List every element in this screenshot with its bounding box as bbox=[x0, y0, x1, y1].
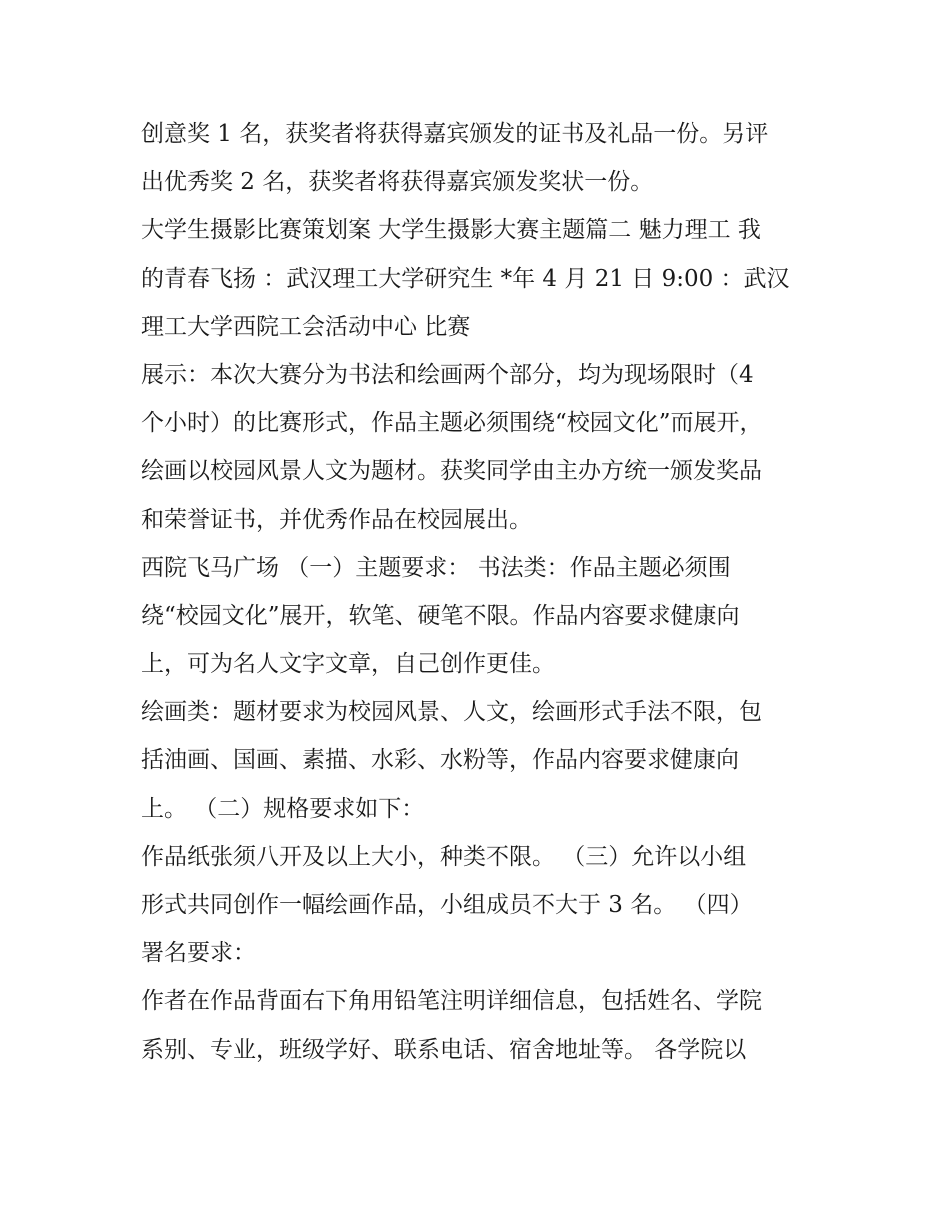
text-line: 的青春飞扬 ：武汉理工大学研究生 *年 4 月 21 日 9:00 ：武汉 bbox=[141, 265, 790, 292]
text-line: 上。 （二）规格要求如下： bbox=[141, 795, 425, 822]
text-line: 出优秀奖 2 名，获奖者将获得嘉宾颁发奖状一份。 bbox=[141, 169, 654, 196]
text-line: 西院飞马广场 （一）主题要求： 书法类：作品主题必须围 bbox=[141, 554, 731, 581]
document-body bbox=[141, 110, 821, 1074]
text-line: 形式共同创作一幅绘画作品，小组成员不大于 3 名。 （四） bbox=[141, 892, 753, 918]
text-line: 系别、专业，班级学好、联系电话、宿舍地址等。 各学院以 bbox=[141, 1036, 747, 1063]
text-line: 括油画、国画、素描、水彩、水粉等，作品内容要求健康向 bbox=[141, 747, 739, 774]
text-line: 绘画以校园风景人文为题材。获奖同学由主办方统一颁发奖品 bbox=[141, 458, 762, 485]
text-line: 作品纸张须八开及以上大小，种类不限。 （三）允许以小组 bbox=[141, 843, 747, 870]
text-line: 上，可为名人文字文章，自己创作更佳。 bbox=[141, 651, 555, 678]
text-line: 个小时）的比赛形式，作品主题必须围绕“校园文化”而展开， bbox=[141, 410, 763, 437]
text-line: 和荣誉证书，并优秀作品在校园展出。 bbox=[141, 506, 532, 533]
text-line: 绕“校园文化”展开，软笔、硬笔不限。作品内容要求健康向 bbox=[141, 602, 740, 629]
text-line: 大学生摄影比赛策划案 大学生摄影大赛主题篇二 魅力理工 我 bbox=[141, 217, 761, 244]
text-line: 署名要求： bbox=[141, 940, 256, 967]
text-line: 作者在作品背面右下角用铅笔注明详细信息，包括姓名、学院 bbox=[141, 988, 762, 1015]
text-line: 创意奖 1 名，获奖者将获得嘉宾颁发的证书及礼品一份。另评 bbox=[141, 121, 769, 147]
text-line: 绘画类：题材要求为校园风景、人文，绘画形式手法不限，包 bbox=[141, 699, 762, 726]
text-line: 展示：本次大赛分为书法和绘画两个部分，均为现场限时（4 bbox=[141, 361, 754, 388]
text-line: 理工大学西院工会活动中心 比赛 bbox=[141, 313, 471, 340]
